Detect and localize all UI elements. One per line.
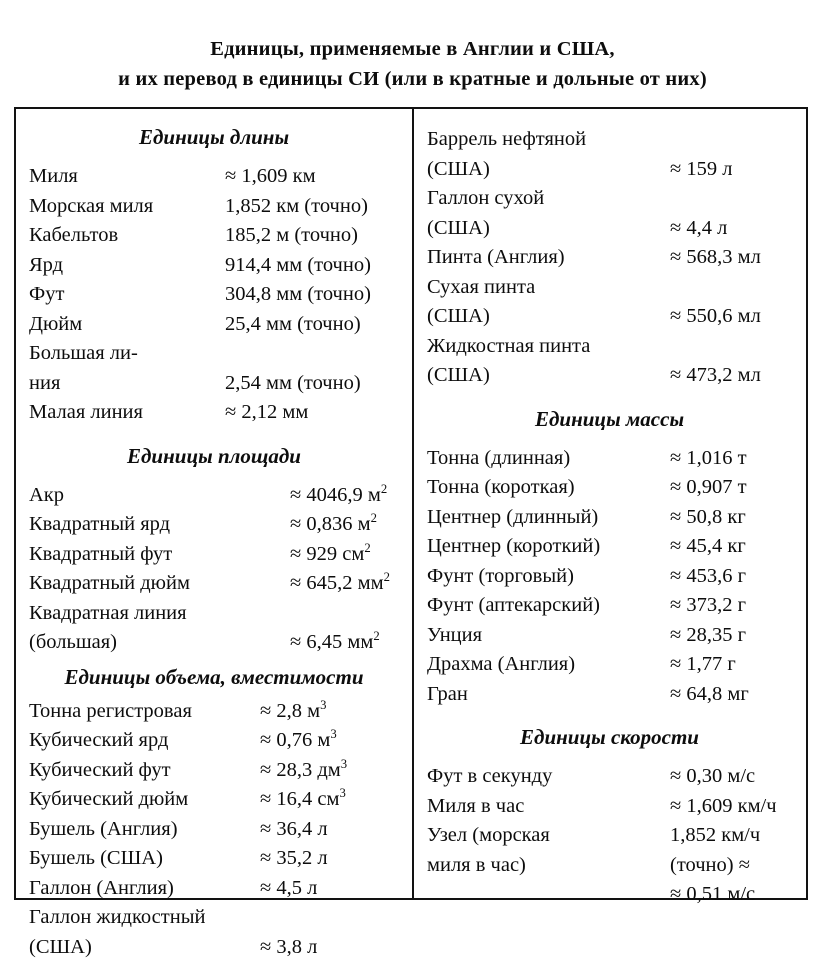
unit-row xyxy=(414,880,805,910)
unit-value: ≈ 0,836 $м^2$ xyxy=(290,510,377,540)
unit-row xyxy=(414,302,805,332)
unit-name: Центнер (короткий) xyxy=(414,532,670,562)
unit-name: Фут xyxy=(16,280,225,310)
unit-exponent: 3 xyxy=(330,727,336,741)
unit-row xyxy=(414,532,805,562)
unit-value: ≈ 4046,9 $м^2$ xyxy=(290,481,387,511)
page-title xyxy=(0,34,825,94)
unit-value: 25,4 мм (точно) xyxy=(225,310,361,340)
unit-name: Фут в секунду xyxy=(414,762,670,792)
unit-name: Акр xyxy=(16,481,290,511)
unit-name: Фунт (торговый) xyxy=(414,562,670,592)
unit-row xyxy=(414,214,805,244)
unit-value: ≈ 0,30 м/с xyxy=(670,762,755,792)
unit-value: ≈ 159 л xyxy=(670,155,732,185)
unit-row xyxy=(414,650,805,680)
unit-name: Тонна (длинная) xyxy=(414,444,670,474)
section-heading-mass: Единицы массы xyxy=(414,407,805,432)
unit-name: Квадратный фут xyxy=(16,540,290,570)
unit-row xyxy=(16,874,412,904)
unit-name: Сухая пинта xyxy=(414,273,670,303)
unit-row xyxy=(16,221,412,251)
unit-row xyxy=(414,332,805,362)
unit-name: Галлон (Англия) xyxy=(16,874,260,904)
unit-name: миля в час) xyxy=(414,851,670,881)
unit-name: Унция xyxy=(414,621,670,651)
unit-exponent: 3 xyxy=(320,698,326,712)
unit-value: ≈ 2,8 $м^3$ xyxy=(260,697,326,727)
unit-name: Гран xyxy=(414,680,670,710)
section-rows-length xyxy=(16,162,412,428)
section-heading-speed: Единицы скорости xyxy=(414,725,805,750)
unit-value: ≈ 3,8 л xyxy=(260,933,317,962)
section-heading-volume: Единицы объема, вместимости xyxy=(16,665,412,690)
unit-row xyxy=(16,192,412,222)
unit-value: ≈ 473,2 мл xyxy=(670,361,761,391)
unit-value: ≈ 28,3 $дм^3$ xyxy=(260,756,347,786)
unit-row xyxy=(16,815,412,845)
unit-value: ≈ 64,8 мг xyxy=(670,680,749,710)
unit-name: Пинта (Англия) xyxy=(414,243,670,273)
section-rows-mass xyxy=(414,444,805,710)
unit-row xyxy=(16,481,412,511)
unit-row xyxy=(16,310,412,340)
unit-row xyxy=(414,184,805,214)
unit-value: ≈ 28,35 г xyxy=(670,621,746,651)
unit-exponent: 2 xyxy=(384,570,390,584)
unit-row xyxy=(16,903,412,933)
section-rows-speed xyxy=(414,762,805,910)
unit-row xyxy=(16,339,412,369)
unit-value: ≈ 50,8 кг xyxy=(670,503,746,533)
unit-row xyxy=(414,562,805,592)
unit-name: Тонна (короткая) xyxy=(414,473,670,503)
unit-value: ≈ 1,77 г xyxy=(670,650,736,680)
unit-row xyxy=(414,503,805,533)
unit-value: ≈ 1,016 т xyxy=(670,444,747,474)
unit-name: (США) xyxy=(414,214,670,244)
unit-value: ≈ 453,6 г xyxy=(670,562,746,592)
unit-value: 304,8 мм (точно) xyxy=(225,280,371,310)
units-conversion-table xyxy=(14,107,808,900)
unit-name: Миля в час xyxy=(414,792,670,822)
unit-value: ≈ 2,12 мм xyxy=(225,398,308,428)
unit-row xyxy=(16,844,412,874)
unit-value: 914,4 мм (точно) xyxy=(225,251,371,281)
unit-name: Кубический дюйм xyxy=(16,785,260,815)
unit-row xyxy=(16,398,412,428)
unit-name: Тонна регистровая xyxy=(16,697,260,727)
unit-value: ≈ 0,51 м/с xyxy=(670,880,755,910)
title-line-1: Единицы, применяемые в Англии и США, xyxy=(0,34,825,64)
unit-name: (большая) xyxy=(16,628,290,658)
unit-row xyxy=(16,540,412,570)
unit-row xyxy=(414,444,805,474)
unit-row xyxy=(16,510,412,540)
unit-exponent: 2 xyxy=(381,482,387,496)
unit-name: Фунт (аптекарский) xyxy=(414,591,670,621)
unit-name: Большая ли- xyxy=(16,339,225,369)
unit-row xyxy=(16,628,412,658)
section-rows-area xyxy=(16,481,412,658)
unit-name: (США) xyxy=(414,302,670,332)
unit-name: Квадратный ярд xyxy=(16,510,290,540)
unit-value: ≈ 6,45 $мм^2$ xyxy=(290,628,380,658)
unit-row xyxy=(414,155,805,185)
section-rows-volume-continued xyxy=(414,125,805,391)
unit-row xyxy=(414,792,805,822)
unit-name: Квадратный дюйм xyxy=(16,569,290,599)
unit-row xyxy=(16,697,412,727)
unit-row xyxy=(414,821,805,851)
unit-value: ≈ 16,4 $см^3$ xyxy=(260,785,346,815)
unit-name: Бушель (Англия) xyxy=(16,815,260,845)
unit-exponent: 2 xyxy=(373,629,379,643)
unit-row xyxy=(414,273,805,303)
unit-row xyxy=(414,361,805,391)
unit-row xyxy=(414,591,805,621)
unit-value: ≈ 4,4 л xyxy=(670,214,727,244)
section-heading-area: Единицы площади xyxy=(16,444,412,469)
unit-exponent: 2 xyxy=(371,511,377,525)
unit-row xyxy=(16,785,412,815)
unit-row xyxy=(16,726,412,756)
unit-exponent: 2 xyxy=(364,541,370,555)
unit-value: 1,852 км (точно) xyxy=(225,192,368,222)
unit-name: Миля xyxy=(16,162,225,192)
unit-name: Квадратная линия xyxy=(16,599,290,629)
unit-row xyxy=(16,569,412,599)
unit-name: Галлон сухой xyxy=(414,184,670,214)
unit-row xyxy=(414,621,805,651)
unit-name: Ярд xyxy=(16,251,225,281)
unit-name: Баррель нефтяной xyxy=(414,125,670,155)
unit-row xyxy=(16,162,412,192)
unit-row xyxy=(414,243,805,273)
unit-name: Драхма (Англия) xyxy=(414,650,670,680)
unit-row xyxy=(16,369,412,399)
unit-value: ≈ 645,2 $мм^2$ xyxy=(290,569,390,599)
unit-row xyxy=(414,125,805,155)
unit-value: ≈ 373,2 г xyxy=(670,591,746,621)
unit-value: ≈ 1,609 км/ч xyxy=(670,792,777,822)
unit-value: ≈ 45,4 кг xyxy=(670,532,746,562)
unit-value: ≈ 4,5 л xyxy=(260,874,317,904)
unit-row xyxy=(414,762,805,792)
unit-value: ≈ 0,907 т xyxy=(670,473,747,503)
unit-value: (точно) ≈ xyxy=(670,851,750,881)
table-left-column xyxy=(16,109,414,898)
unit-name: Центнер (длинный) xyxy=(414,503,670,533)
unit-value: ≈ 0,76 $м^3$ xyxy=(260,726,337,756)
unit-name: Кабельтов xyxy=(16,221,225,251)
section-heading-length: Единицы длины xyxy=(16,125,412,150)
title-line-2: и их перевод в единицы СИ (или в кратные и дольные от них) xyxy=(0,64,825,94)
unit-exponent: 3 xyxy=(339,786,345,800)
unit-value: ≈ 35,2 л xyxy=(260,844,328,874)
unit-name: Морская миля xyxy=(16,192,225,222)
unit-value: 1,852 км/ч xyxy=(670,821,760,851)
unit-name: Бушель (США) xyxy=(16,844,260,874)
unit-name: Дюйм xyxy=(16,310,225,340)
unit-row xyxy=(16,599,412,629)
unit-value: ≈ 929 $см^2$ xyxy=(290,540,371,570)
unit-row xyxy=(414,473,805,503)
unit-name: Узел (морская xyxy=(414,821,670,851)
unit-name: (США) xyxy=(414,155,670,185)
unit-name: (США) xyxy=(414,361,670,391)
unit-name: ния xyxy=(16,369,225,399)
unit-value: 2,54 мм (точно) xyxy=(225,369,361,399)
unit-value: ≈ 550,6 мл xyxy=(670,302,761,332)
unit-name: Кубический ярд xyxy=(16,726,260,756)
unit-value: 185,2 м (точно) xyxy=(225,221,358,251)
unit-row xyxy=(16,251,412,281)
unit-row xyxy=(414,851,805,881)
unit-row xyxy=(16,756,412,786)
table-right-column xyxy=(414,109,805,898)
unit-row xyxy=(414,680,805,710)
section-rows-volume xyxy=(16,697,412,962)
unit-value: ≈ 568,3 мл xyxy=(670,243,761,273)
unit-exponent: 3 xyxy=(341,757,347,771)
unit-name: Малая линия xyxy=(16,398,225,428)
unit-value: ≈ 1,609 км xyxy=(225,162,316,192)
unit-name: Жидкостная пинта xyxy=(414,332,670,362)
unit-name: (США) xyxy=(16,933,260,962)
unit-row xyxy=(16,280,412,310)
unit-value: ≈ 36,4 л xyxy=(260,815,328,845)
unit-name: Галлон жидкостный xyxy=(16,903,260,933)
unit-row xyxy=(16,933,412,962)
unit-name: Кубический фут xyxy=(16,756,260,786)
